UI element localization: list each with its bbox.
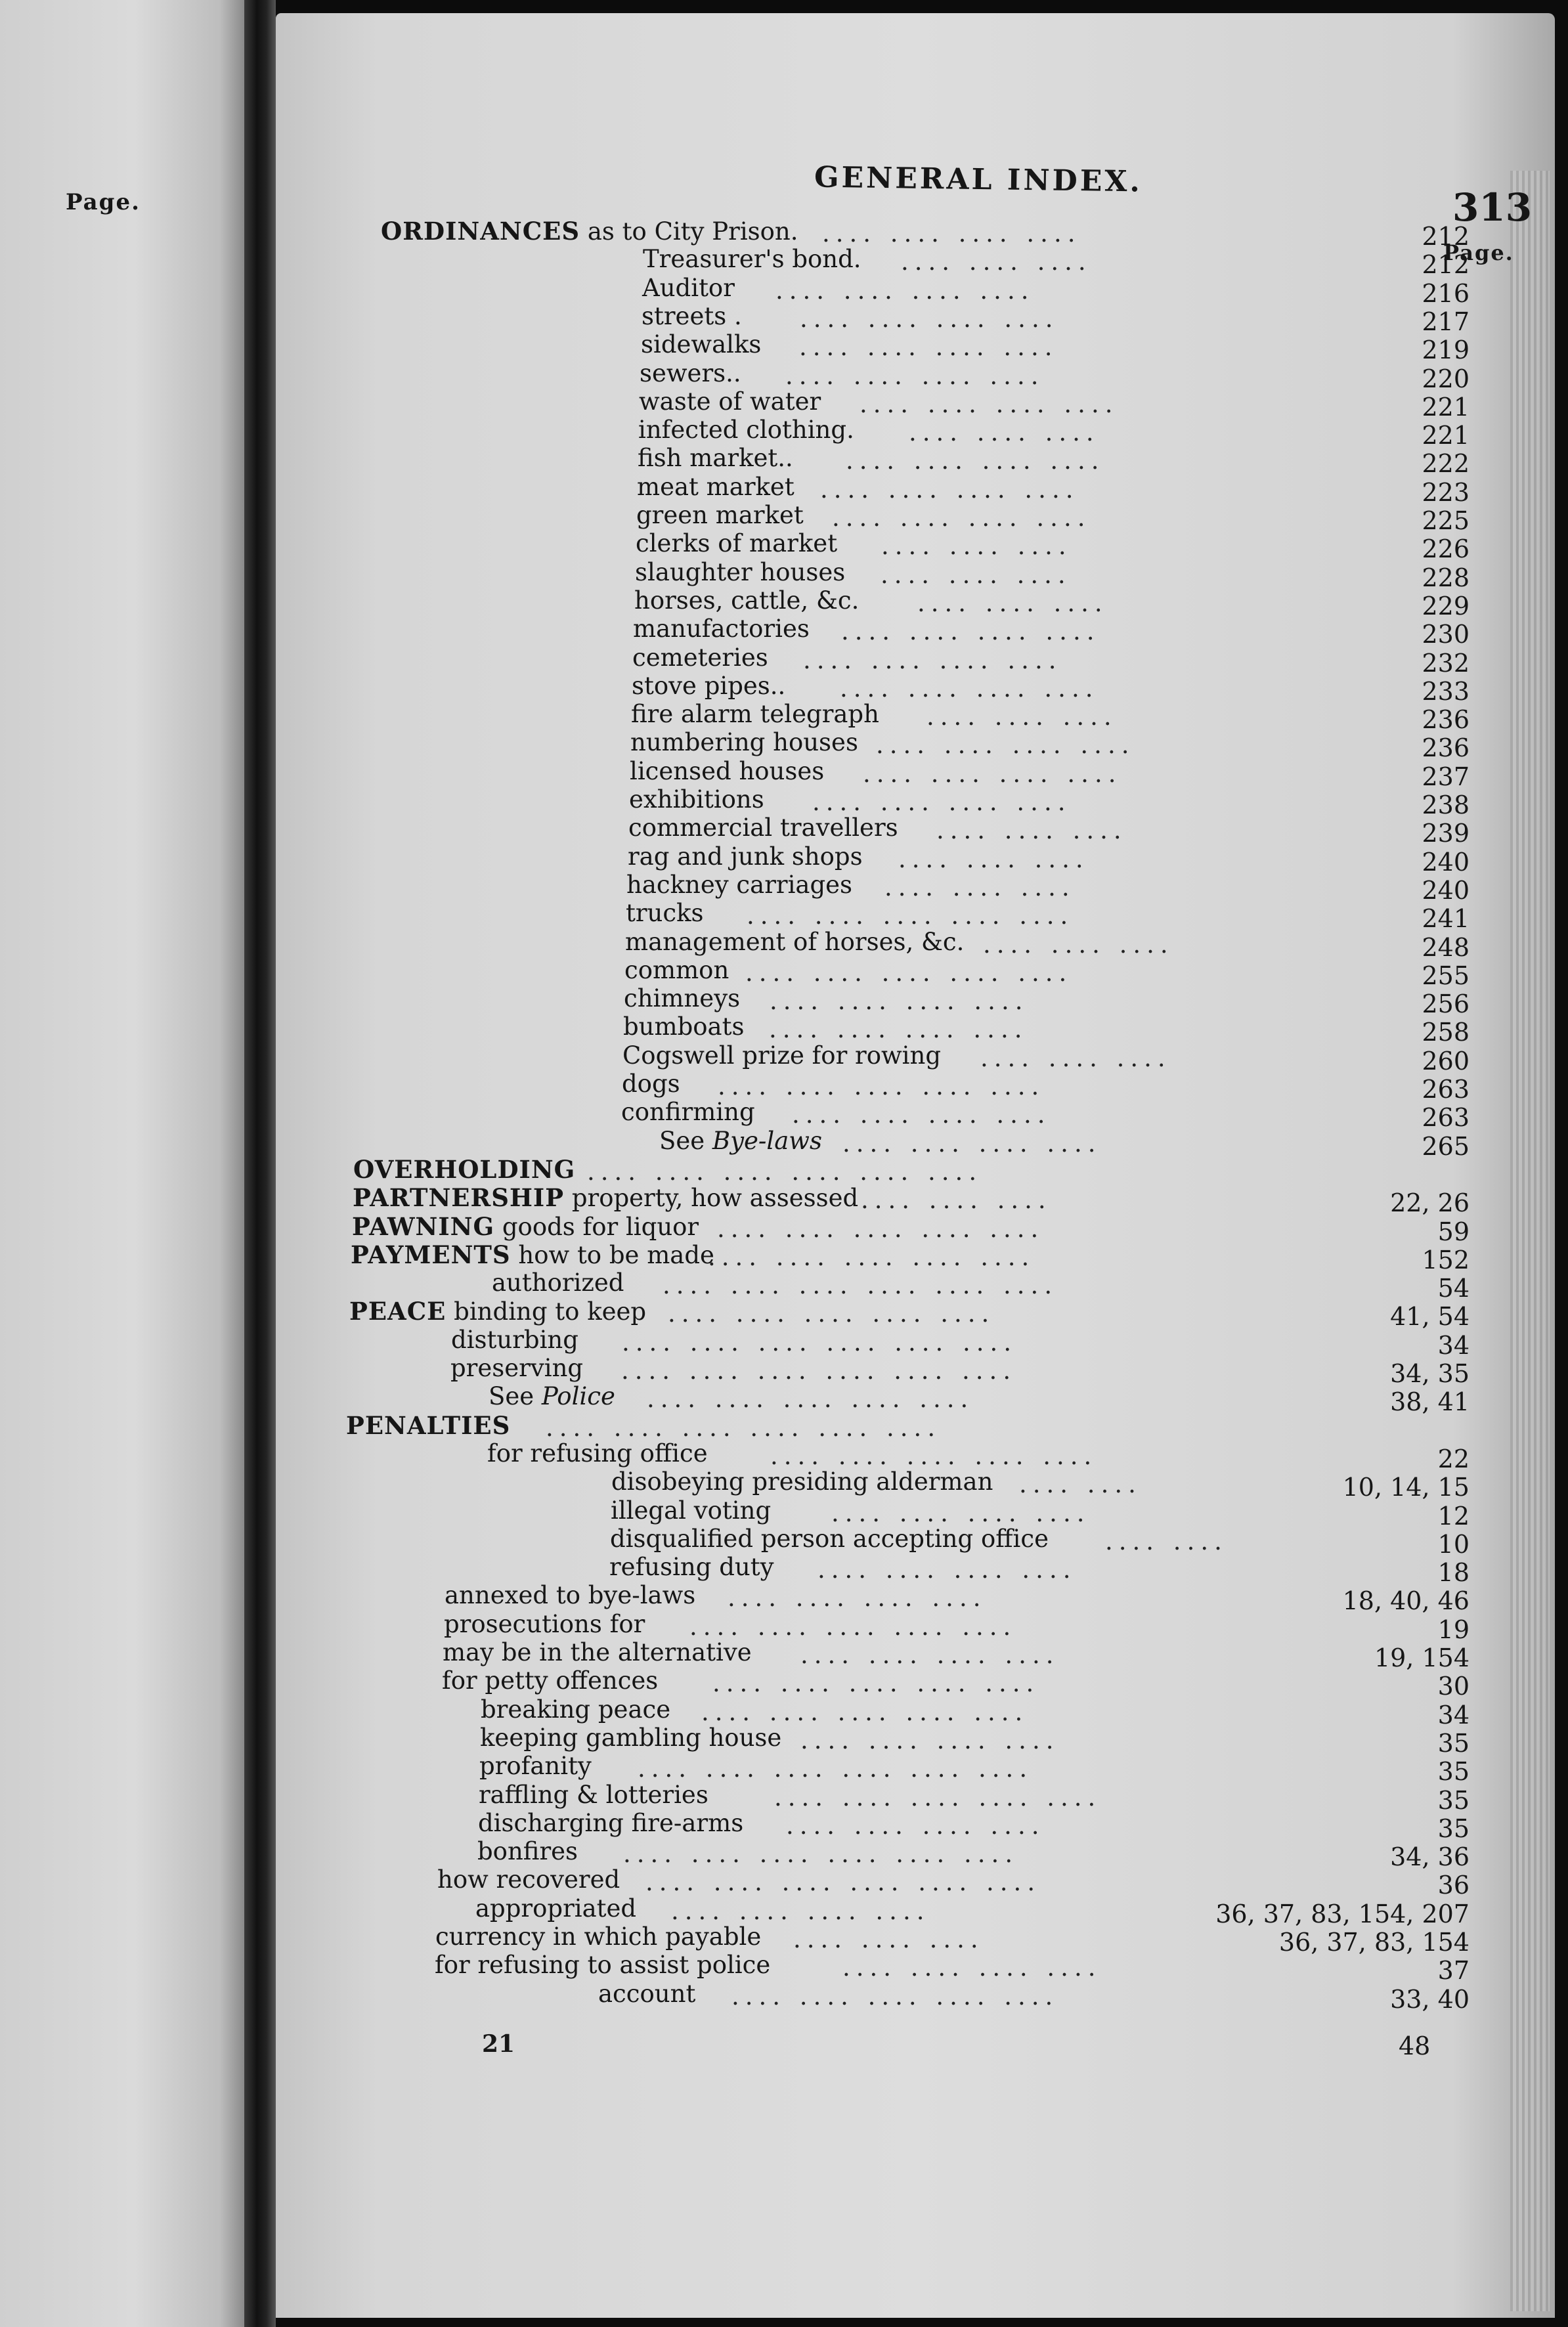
index-entry (642, 274, 735, 302)
leader-dots: .... .... .... .... (728, 1584, 987, 1613)
leader-dots: .... .... .... .... (841, 617, 1100, 646)
leader-dots: .... .... .... .... (831, 1498, 1091, 1527)
index-page-ref: 217 (1422, 307, 1470, 336)
left-page-header: Page. (66, 189, 141, 215)
index-heading: PARTNERSHIP (353, 1183, 565, 1213)
leader-dots: .... .... .... .... .... .... (587, 1157, 983, 1186)
index-page-ref: 260 (1422, 1046, 1470, 1076)
leader-dots: .... .... .... .... (671, 1896, 930, 1925)
index-page-ref: 36 (1437, 1871, 1470, 1900)
index-subentry-text: commercial travellers (628, 814, 898, 842)
leader-dots: .... .... .... .... .... .... (623, 1840, 1019, 1869)
index-page-ref: 216 (1422, 278, 1470, 308)
leader-dots: .... .... .... .... (842, 1953, 1102, 1982)
leader-dots: .... .... .... .... .... (712, 1669, 1040, 1698)
leader-dots: .... .... .... .... (876, 731, 1135, 760)
index-heading: ORDINANCES (381, 217, 580, 246)
index-entry (445, 1581, 695, 1609)
index-heading: PENALTIES (346, 1410, 511, 1440)
index-page-ref: 212 (1422, 250, 1470, 280)
leader-dots: .... .... .... .... (812, 788, 1072, 816)
index-page-ref: 225 (1422, 506, 1470, 535)
index-entry (638, 416, 854, 444)
index-entry (642, 302, 742, 330)
page-number: 313 (1452, 185, 1533, 230)
leader-dots: .... .... .... (881, 532, 1072, 561)
index-entry (479, 1781, 708, 1809)
index-entry (437, 1865, 620, 1894)
leader-dots: .... .... .... (980, 1043, 1171, 1072)
index-subentry-text: rag and junk shops (628, 842, 863, 871)
index-entry (630, 757, 824, 785)
index-entry (635, 558, 845, 586)
index-subentry-text: for petty offences (442, 1666, 659, 1695)
index-subentry-text: Treasurer's bond. (643, 245, 861, 274)
index-page-ref: 37 (1437, 1956, 1470, 1986)
index-page-ref: 233 (1422, 676, 1470, 706)
leader-dots: .... .... .... .... .... (774, 1783, 1102, 1812)
page-title: GENERAL INDEX. (814, 160, 1143, 199)
index-subentry-text: account (598, 1979, 696, 2008)
index-subentry-text: chimneys (624, 984, 741, 1013)
index-heading: PEACE (349, 1297, 446, 1326)
index-subentry-text: trucks (626, 899, 704, 928)
index-subentry-text: for refusing to assist police (435, 1951, 771, 1980)
index-entry (621, 1098, 755, 1126)
index-entry (443, 1638, 752, 1666)
leader-dots: .... .... .... .... .... (745, 958, 1073, 987)
index-entry (442, 1666, 658, 1695)
leader-dots: .... .... .... .... .... (770, 1441, 1098, 1470)
index-page-ref: 223 (1422, 477, 1470, 507)
index-page-ref: 256 (1422, 990, 1470, 1019)
index-entry (481, 1695, 670, 1724)
index-entry (475, 1894, 636, 1923)
index-subentry-text: management of horses, &c. (625, 927, 965, 956)
leader-dots: .... .... .... .... .... .... (546, 1413, 942, 1442)
leader-dots: .... .... .... .... (822, 219, 1081, 248)
index-subentry-text: disturbing (451, 1325, 578, 1354)
index-page-ref: 19, 154 (1374, 1643, 1470, 1672)
leader-dots: .... .... (1019, 1470, 1142, 1499)
index-page-ref: 248 (1422, 932, 1470, 962)
index-entry (479, 1752, 592, 1780)
index-entry (641, 330, 761, 359)
index-entry (478, 1809, 743, 1837)
index-subentry-text: breaking peace (481, 1695, 671, 1724)
index-entry (624, 984, 740, 1012)
index-entry (629, 785, 764, 814)
index-entry (628, 814, 898, 842)
leader-dots: .... .... .... .... (786, 1811, 1045, 1840)
leader-dots: .... .... .... .... .... (701, 1697, 1029, 1726)
index-entry (630, 728, 858, 756)
index-subentry-text: streets . (642, 301, 742, 330)
leader-dots: .... .... .... (901, 248, 1092, 276)
index-subentry-text: preserving (450, 1354, 584, 1382)
leader-dots: .... .... .... .... .... (718, 1072, 1045, 1100)
leader-dots: .... .... .... .... (770, 987, 1029, 1016)
index-entry (477, 1837, 578, 1865)
index-subentry-text: bonfires (477, 1837, 578, 1866)
index-page-ref: 263 (1422, 1075, 1470, 1104)
index-entry (492, 1269, 624, 1297)
index-page-ref: 237 (1422, 762, 1470, 791)
index-entry (634, 586, 859, 615)
index-page-ref: 228 (1422, 563, 1470, 592)
index-page-ref: 34, 36 (1390, 1842, 1470, 1872)
index-page-ref: 18 (1437, 1558, 1470, 1588)
leader-dots: .... .... .... (917, 588, 1108, 617)
leader-dots: .... .... .... .... (775, 276, 1035, 305)
index-entry (609, 1553, 774, 1581)
index-subentry-text: waste of water (639, 387, 821, 416)
index-subentry-text: property, how assessed (571, 1184, 859, 1213)
leader-dots: .... .... .... .... .... (731, 1982, 1059, 2011)
index-page-ref: 219 (1422, 336, 1470, 365)
index-entry (480, 1724, 781, 1752)
index-entry (351, 1240, 714, 1269)
index-subentry-text: illegal voting (611, 1496, 772, 1525)
index-subentry-text: appropriated (475, 1894, 637, 1923)
index-entry (638, 444, 793, 472)
index-subentry-text: slaughter houses (635, 557, 846, 586)
index-page-ref: 19 (1437, 1615, 1470, 1644)
index-subentry-text: bumboats (623, 1012, 745, 1041)
see-reference: Police (541, 1382, 615, 1411)
index-page-ref: 230 (1422, 620, 1470, 649)
index-subentry-text: meat market (637, 472, 795, 501)
index-subentry-text: sidewalks (641, 330, 762, 359)
leader-dots: .... .... .... .... (800, 1726, 1060, 1754)
index-subentry-text: licensed houses (630, 756, 825, 785)
index-subentry-text: green market (636, 501, 804, 529)
index-page-ref: 36, 37, 83, 154, 207 (1215, 1899, 1470, 1928)
index-entry (352, 1212, 699, 1241)
index-page-ref: 34 (1437, 1330, 1470, 1360)
index-page-ref: 10, 14, 15 (1342, 1473, 1470, 1502)
index-subentry-text: manufactories (633, 615, 810, 643)
index-page-ref: 229 (1422, 591, 1470, 620)
index-entry (435, 1951, 770, 1979)
leader-dots: .... .... .... .... (863, 759, 1122, 788)
index-entry (489, 1382, 615, 1410)
index-page-ref: 240 (1422, 847, 1470, 877)
index-subentry-text: refusing duty (609, 1553, 774, 1582)
index-subentry-text: See (659, 1126, 705, 1155)
index-page-ref: 236 (1422, 705, 1470, 735)
leader-dots: .... .... .... .... (800, 304, 1059, 333)
index-entry (487, 1439, 708, 1468)
index-entry (598, 1980, 695, 2008)
leader-dots: .... .... .... (983, 930, 1174, 959)
index-page-ref: 263 (1422, 1103, 1470, 1133)
index-page-ref: 35 (1437, 1728, 1470, 1758)
index-subentry-text: exhibitions (629, 785, 764, 814)
leader-dots: .... .... .... (926, 703, 1118, 731)
leader-dots: .... .... .... (861, 1186, 1052, 1215)
index-entry (640, 359, 741, 387)
index-page-ref: 35 (1437, 1814, 1470, 1843)
leader-dots: .... .... .... .... (846, 446, 1105, 475)
index-page-ref: 38, 41 (1390, 1387, 1470, 1417)
index-entry (444, 1610, 645, 1638)
index-page-ref: 258 (1422, 1018, 1470, 1047)
index-entry (610, 1525, 1049, 1553)
index-page-ref: 12 (1437, 1501, 1470, 1531)
index-subentry-text: sewers.. (640, 359, 741, 387)
index-subentry-text: dogs (622, 1070, 680, 1098)
leader-dots: .... .... .... (909, 418, 1100, 447)
index-entry (637, 473, 795, 501)
leader-dots: .... .... .... .... (769, 1015, 1028, 1044)
index-page-ref: 220 (1422, 364, 1470, 393)
index-heading: PAWNING (352, 1211, 495, 1241)
leader-dots: .... .... .... .... .... (747, 902, 1074, 930)
index-entry (349, 1297, 646, 1326)
index-page-ref: 238 (1422, 791, 1470, 819)
index-page-ref: 222 (1422, 449, 1470, 479)
leader-dots: .... .... .... .... (817, 1555, 1077, 1584)
leader-dots: .... .... .... .... (832, 504, 1091, 532)
leader-dots: .... .... .... .... .... .... (645, 1868, 1041, 1897)
index-page-ref: 35 (1437, 1785, 1470, 1815)
see-reference: Bye-laws (712, 1126, 822, 1155)
leader-dots: .... .... .... .... .... (689, 1612, 1017, 1641)
trailing-page-number: 48 (1399, 2032, 1431, 2060)
index-entry (632, 643, 768, 672)
index-page-ref: 240 (1422, 875, 1470, 905)
leader-dots: .... .... .... .... (803, 645, 1062, 674)
index-subentry-text: horses, cattle, &c. (634, 586, 860, 615)
leader-dots: .... .... .... .... (840, 674, 1099, 703)
index-entry (346, 1411, 510, 1440)
index-subentry-text: binding to keep (454, 1297, 647, 1326)
leader-dots: .... .... .... .... .... (708, 1242, 1035, 1271)
index-entry (611, 1496, 771, 1525)
index-subentry-text: cemeteries (632, 643, 768, 672)
index-page-ref: 59 (1437, 1217, 1470, 1246)
index-entry (623, 1012, 744, 1041)
index-page-ref: 241 (1422, 904, 1470, 934)
leader-dots: .... .... .... (898, 844, 1089, 873)
leader-dots: .... .... .... .... (799, 333, 1058, 362)
index-page-ref: 54 (1437, 1274, 1470, 1303)
index-heading: PAYMENTS (351, 1240, 511, 1269)
index-page-ref: 34, 35 (1390, 1359, 1470, 1388)
index-entry (622, 1070, 680, 1098)
index-page-ref: 18, 40, 46 (1342, 1586, 1470, 1616)
index-page-ref: 152 (1422, 1245, 1470, 1274)
index-subentry-text: Auditor (642, 273, 735, 302)
index-subentry-text: hackney carriages (626, 870, 853, 899)
left-page (0, 0, 244, 2327)
index-page-ref: 255 (1422, 961, 1470, 990)
index-entry (626, 899, 704, 927)
index-subentry-text: See (489, 1382, 534, 1411)
index-entry (622, 1041, 941, 1070)
index-subentry-text: raffling & lotteries (479, 1780, 708, 1809)
index-entry (633, 615, 810, 643)
index-entry (450, 1354, 583, 1382)
index-entry (636, 501, 804, 529)
index-subentry-text: fire alarm telegraph (631, 700, 879, 729)
index-subentry-text: stove pipes.. (632, 671, 786, 700)
index-subentry-text: disobeying presiding alderman (611, 1468, 993, 1496)
leader-dots: .... .... .... .... (792, 1100, 1051, 1129)
leader-dots: .... .... .... .... (860, 389, 1119, 418)
index-entry (381, 217, 798, 246)
index-entry (625, 928, 964, 956)
index-subentry-text: annexed to bye-laws (445, 1581, 696, 1610)
index-heading: OVERHOLDING (353, 1154, 576, 1184)
index-subentry-text: goods for liquor (502, 1212, 699, 1241)
book-gutter (244, 0, 276, 2327)
index-subentry-text: common (624, 955, 730, 984)
leader-dots: .... .... (1105, 1527, 1228, 1555)
leader-dots: .... .... .... .... .... .... (638, 1754, 1034, 1783)
index-entry (636, 529, 837, 557)
leader-dots: .... .... .... .... .... (647, 1385, 974, 1414)
index-page-ref: 212 (1422, 222, 1470, 251)
index-entry (631, 700, 879, 728)
index-subentry-text: prosecutions for (444, 1609, 645, 1638)
index-entry (624, 956, 729, 984)
page-column-header: Page. (1443, 240, 1514, 265)
index-entry (353, 1155, 575, 1184)
index-subentry-text: keeping gambling house (480, 1723, 782, 1752)
index-page-ref: 221 (1422, 392, 1470, 422)
index-subentry-text: Cogswell prize for rowing (622, 1041, 942, 1070)
index-page-ref: 30 (1437, 1672, 1470, 1701)
leader-dots: .... .... .... .... .... .... (663, 1271, 1058, 1300)
index-subentry-text: for refusing office (487, 1439, 708, 1468)
index-entry (435, 1923, 761, 1951)
index-subentry-text: may be in the alternative (443, 1638, 752, 1666)
index-subentry-text: as to City Prison. (587, 217, 798, 246)
index-subentry-text: confirming (621, 1098, 755, 1127)
index-subentry-text: discharging fire-arms (478, 1808, 744, 1837)
index-page-ref: 22 (1437, 1444, 1470, 1473)
leader-dots: .... .... .... (793, 1925, 984, 1953)
leader-dots: .... .... .... .... .... (717, 1214, 1045, 1243)
index-entry (626, 871, 852, 899)
index-subentry-text: clerks of market (636, 529, 838, 558)
leader-dots: .... .... .... .... .... .... (622, 1328, 1018, 1357)
index-subentry-text: how recovered (437, 1865, 621, 1894)
signature-mark: 21 (482, 2030, 515, 2058)
index-subentry-text: currency in which payable (435, 1923, 762, 1951)
index-page-ref: 35 (1437, 1757, 1470, 1787)
leader-dots: .... .... .... .... (842, 1129, 1102, 1158)
leader-dots: .... .... .... .... (785, 361, 1045, 390)
index-page-ref: 232 (1422, 648, 1470, 678)
index-entry (643, 245, 861, 273)
index-entry (639, 387, 821, 416)
leader-dots: .... .... .... (881, 560, 1072, 589)
index-page-ref: 33, 40 (1390, 1984, 1470, 2014)
index-subentry-text: authorized (492, 1269, 624, 1297)
index-entry (659, 1127, 822, 1155)
index-subentry-text: fish market.. (638, 444, 793, 473)
index-subentry-text: profanity (479, 1752, 592, 1781)
leader-dots: .... .... .... .... (800, 1641, 1060, 1669)
index-entry (632, 672, 785, 700)
index-entry (628, 842, 863, 871)
leader-dots: .... .... .... (884, 873, 1076, 902)
index-entry (611, 1468, 993, 1496)
index-page-ref: 265 (1422, 1131, 1470, 1161)
index-entry (451, 1326, 578, 1354)
leader-dots: .... .... .... .... .... .... (621, 1357, 1017, 1385)
index-subentry-text: how to be made (518, 1240, 714, 1269)
index-page-ref: 236 (1422, 733, 1470, 763)
index-entry (353, 1183, 858, 1212)
leader-dots: .... .... .... (936, 816, 1127, 845)
index-page-ref: 34 (1437, 1700, 1470, 1729)
index-page-ref: 239 (1422, 819, 1470, 848)
page-edges (1510, 171, 1550, 2311)
index-subentry-text: disqualified person accepting office (610, 1524, 1049, 1553)
leader-dots: .... .... .... .... .... (668, 1299, 995, 1328)
index-page-ref: 22, 26 (1390, 1188, 1470, 1218)
index-page-ref: 41, 54 (1390, 1302, 1470, 1332)
leader-dots: .... .... .... .... (820, 475, 1079, 504)
index-subentry-text: infected clothing. (638, 416, 854, 445)
index-page-ref: 36, 37, 83, 154 (1278, 1928, 1470, 1957)
index-subentry-text: numbering houses (630, 728, 858, 757)
index-page-ref: 221 (1422, 421, 1470, 450)
index-page-ref: 226 (1422, 534, 1470, 564)
index-page-ref: 10 (1437, 1529, 1470, 1559)
